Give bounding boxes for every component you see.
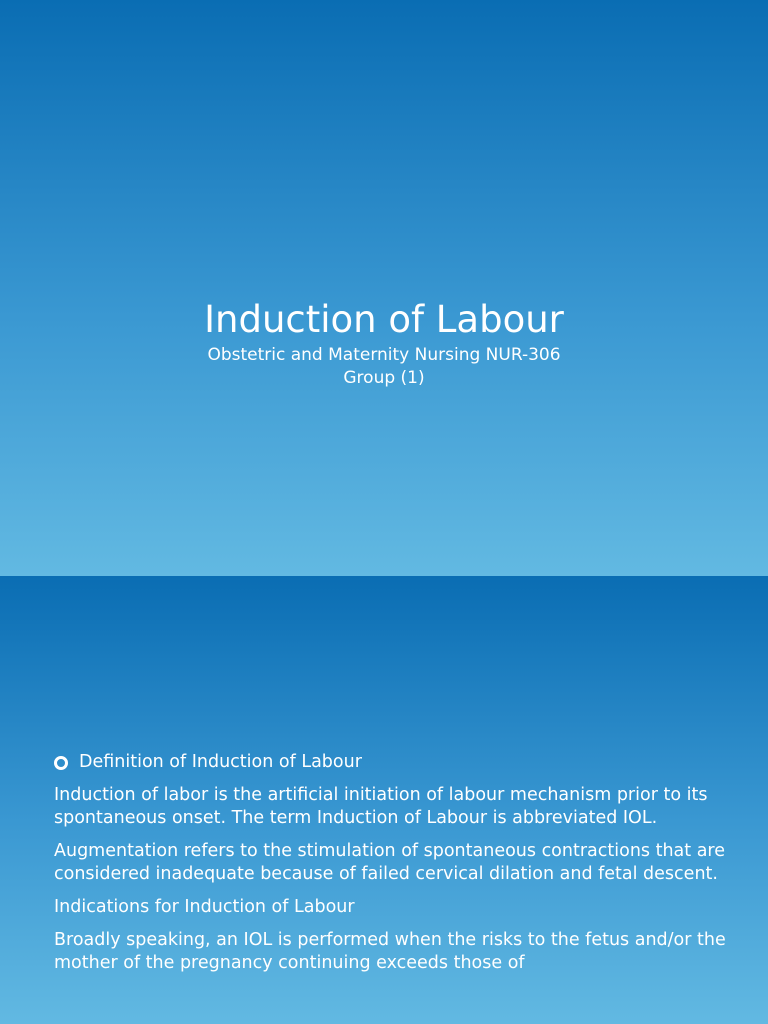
content-slide bbox=[0, 576, 768, 1024]
indications-heading: Indications for Induction of Labour bbox=[54, 897, 355, 917]
indications-paragraph: Broadly speaking, an IOL is performed when the risks to the fetus and/or the mother of the pregnancy continuing exceeds those of bbox=[54, 930, 726, 973]
subtitle-group: Group (1) bbox=[343, 368, 425, 388]
slide-title: Induction of Labour bbox=[204, 298, 564, 341]
slide-content bbox=[54, 751, 734, 985]
circle-bullet-icon bbox=[54, 756, 68, 770]
bullet-heading: Definition of Induction of Labour bbox=[79, 752, 362, 772]
slide-subtitle bbox=[0, 344, 768, 390]
bullet-item bbox=[54, 751, 734, 774]
definition-paragraph: Induction of labor is the artificial initiation of labour mechanism prior to its spontaneous onset. The term Induction of Labour is abbreviated IOL. bbox=[54, 785, 708, 828]
augmentation-paragraph: Augmentation refers to the stimulation of spontaneous contractions that are considered inadequate because of failed cervical dilation and fetal descent. bbox=[54, 841, 725, 884]
subtitle-course: Obstetric and Maternity Nursing NUR-306 bbox=[207, 345, 561, 365]
